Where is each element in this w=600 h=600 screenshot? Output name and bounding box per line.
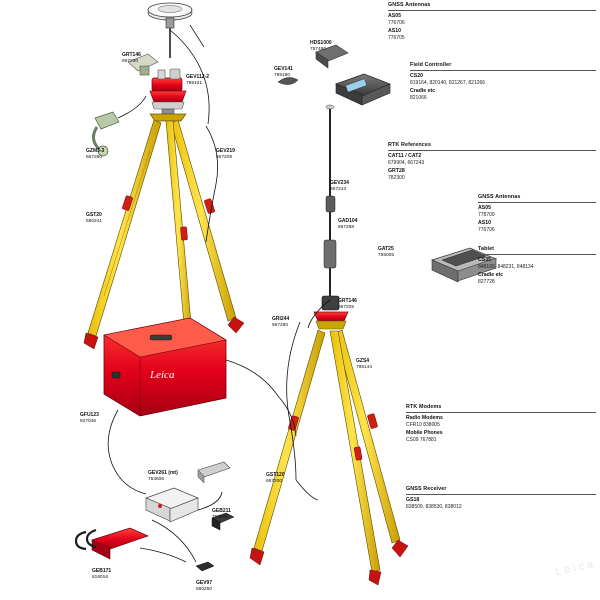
callout-gev219: GEV219 667209 [216, 148, 235, 160]
transport-case [104, 318, 226, 416]
spec-row: 827728 [478, 279, 495, 286]
spec-row: CFR10 838005 [406, 422, 440, 429]
watermark: Leica [553, 557, 597, 579]
spec-title: Field Controller [410, 62, 596, 71]
callout-gzm3: GZM3-3 667260 [86, 148, 105, 160]
spec-row: 838509, 838530, 838012 [406, 504, 462, 511]
callout-grt146b: GRT146 667205 [338, 298, 357, 310]
spec-row: Mobile Phones [406, 429, 443, 436]
spec-row: AS10 [478, 219, 491, 226]
spec-box-tablet [478, 246, 596, 287]
spec-row: CS20 [410, 72, 423, 79]
callout-gst120: GST120 667200 [266, 472, 285, 484]
spec-title: GNSS Antennas [388, 2, 596, 11]
spec-box-rtk-references [388, 142, 596, 183]
spec-row: 819164, 820140, 821267, 821266 [410, 80, 486, 87]
spec-row: 778709 [478, 212, 495, 219]
gnss-pole-assembly [322, 105, 339, 310]
callout-gfu123: GFU123 827046 [80, 412, 99, 424]
callout-gev112: GEV112-2 799101 [186, 74, 210, 86]
spec-title: GNSS Receiver [406, 486, 596, 495]
callout-gev234: GEV234 667243 [330, 180, 349, 192]
spec-row: 776706 [388, 20, 405, 27]
callout-geb211: GEB211 793971 [212, 508, 231, 520]
spec-row: GS18 [406, 496, 420, 503]
spec-row: 776705 [388, 35, 405, 42]
spec-row: 679904, 667243 [388, 160, 425, 167]
tripod-legs-right [250, 330, 408, 585]
spec-box-gnss-antennas [388, 2, 596, 43]
cables [108, 30, 330, 562]
spec-row: 776706 [478, 227, 495, 234]
callout-gev141: GEV141 795190 [274, 66, 293, 78]
spec-row: Cradle etc [410, 87, 436, 94]
top-antenna-assembly [148, 3, 204, 58]
spec-title: Tablet [478, 246, 596, 255]
callout-grt146: GRT146 667230 [122, 52, 141, 64]
spec-row: AS10 [388, 27, 401, 34]
callout-geb171: GEB171 818016 [92, 568, 112, 580]
spec-row: CAT11 / CAT2 [388, 152, 422, 159]
callout-gst20: GST20 590241 [86, 212, 103, 224]
spec-row: AS05 [388, 12, 401, 19]
callout-gzs4: GZS4 795144 [356, 358, 373, 370]
spec-title: GNSS Antennas [478, 194, 596, 203]
spec-row: CS35 [478, 256, 491, 263]
callout-gri244: GRI244 667280 [272, 316, 290, 328]
spec-row: CS09 767881 [406, 437, 437, 444]
spec-row: Cradle etc [478, 271, 504, 278]
right-tripod [250, 312, 408, 585]
spec-row: 782300 [388, 175, 405, 182]
spec-title: RTK Modems [406, 404, 596, 413]
total-station [150, 69, 186, 114]
spec-title: RTK References [388, 142, 596, 151]
svg-text:Leica: Leica [150, 369, 175, 381]
spec-row: 821066 [410, 95, 427, 102]
spec-box-gnss-antennas-2 [478, 194, 596, 235]
left-tribrach-and-station [84, 54, 244, 359]
callout-gev97: GEV97 560250 [196, 580, 213, 592]
callout-gev261: GEV261 (mt) 763606 [148, 470, 178, 482]
callout-gad104: GAD104 667288 [338, 218, 358, 230]
spec-row: GRT28 [388, 167, 405, 174]
spec-row: 848190, 848231, 848134 [478, 264, 534, 271]
callout-hds1000: HDS1000 767480 [310, 40, 332, 52]
spec-row: Radio Modems [406, 414, 443, 421]
callout-gat25: GAT25 765005 [378, 246, 395, 258]
spec-row: AS05 [478, 204, 491, 211]
spec-box-gnss-receiver [406, 486, 596, 512]
spec-box-rtk-modems [406, 404, 596, 445]
spec-box-field-controller [410, 62, 596, 103]
